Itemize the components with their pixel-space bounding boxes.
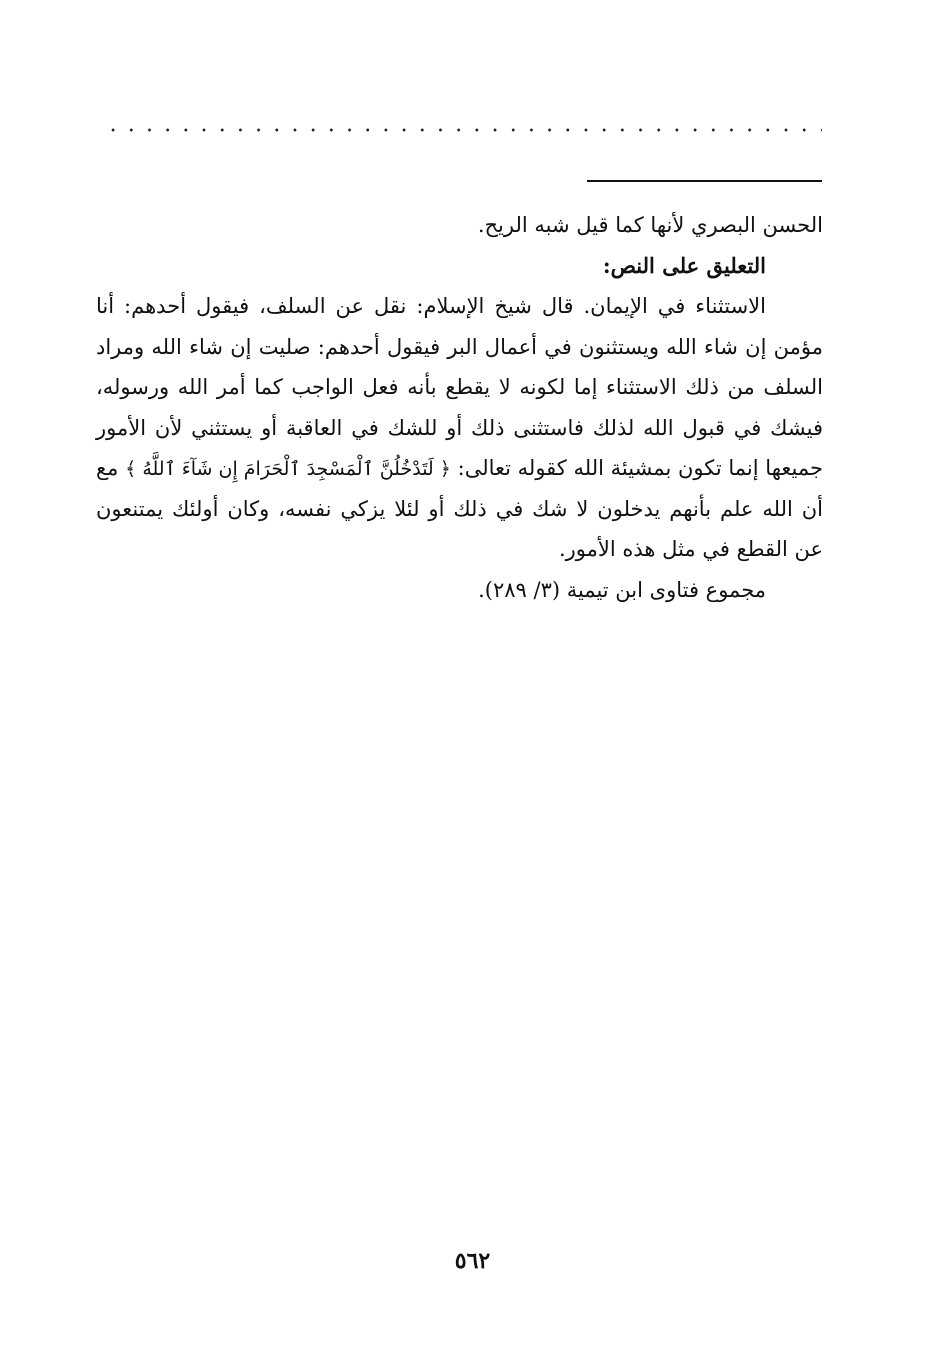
quran-verse: ﴿ لَتَدْخُلُنَّ ٱلْمَسْجِدَ ٱلْحَرَامَ إِن شَآءَ ٱللَّهُ ﴾: [125, 458, 451, 480]
footnote-continuation: الحسن البصري لأنها كما قيل شبه الريح.: [477, 213, 823, 237]
paragraph-line: عن القطع في مثل هذه الأمور.: [558, 537, 823, 561]
paragraph-line: أن الله علم بأنهم يدخلون لا شك في ذلك أو لئلا يزكي نفسه، وكان أولئك يمتنعون: [96, 496, 823, 521]
paragraph-line: فيشك في قبول الله لذلك فاستثنى ذلك أو للشك في العاقبة أو يستثني لأن الأمور: [96, 415, 823, 440]
paragraph-text: جميعها إنما تكون بمشيئة الله كقوله تعالى:: [457, 456, 823, 480]
paragraph-line-with-verse: [96, 448, 823, 489]
paragraph-line: السلف من ذلك الاستثناء إما لكونه لا يقطع بأنه فعل الواجب كما أمر الله ورسوله،: [96, 375, 823, 399]
reference-citation: مجموع فتاوى ابن تيمية (٣/ ٢٨٩).: [478, 577, 766, 602]
footnote-rule: [587, 180, 822, 182]
paragraph-line: الاستثناء في الإيمان. قال شيخ الإسلام: نقل عن السلف، فيقول أحدهم: أنا: [96, 294, 766, 318]
commentary-heading: التعليق على النص:: [602, 252, 766, 278]
page-number: ٥٦٢: [454, 1248, 491, 1274]
paragraph-line: مؤمن إن شاء الله ويستثنون في أعمال البر فيقول أحدهم: صليت إن شاء الله ومراد: [96, 334, 823, 359]
dotted-separator: [104, 128, 822, 132]
page-body: [96, 205, 823, 610]
paragraph-text: مع: [96, 456, 119, 480]
